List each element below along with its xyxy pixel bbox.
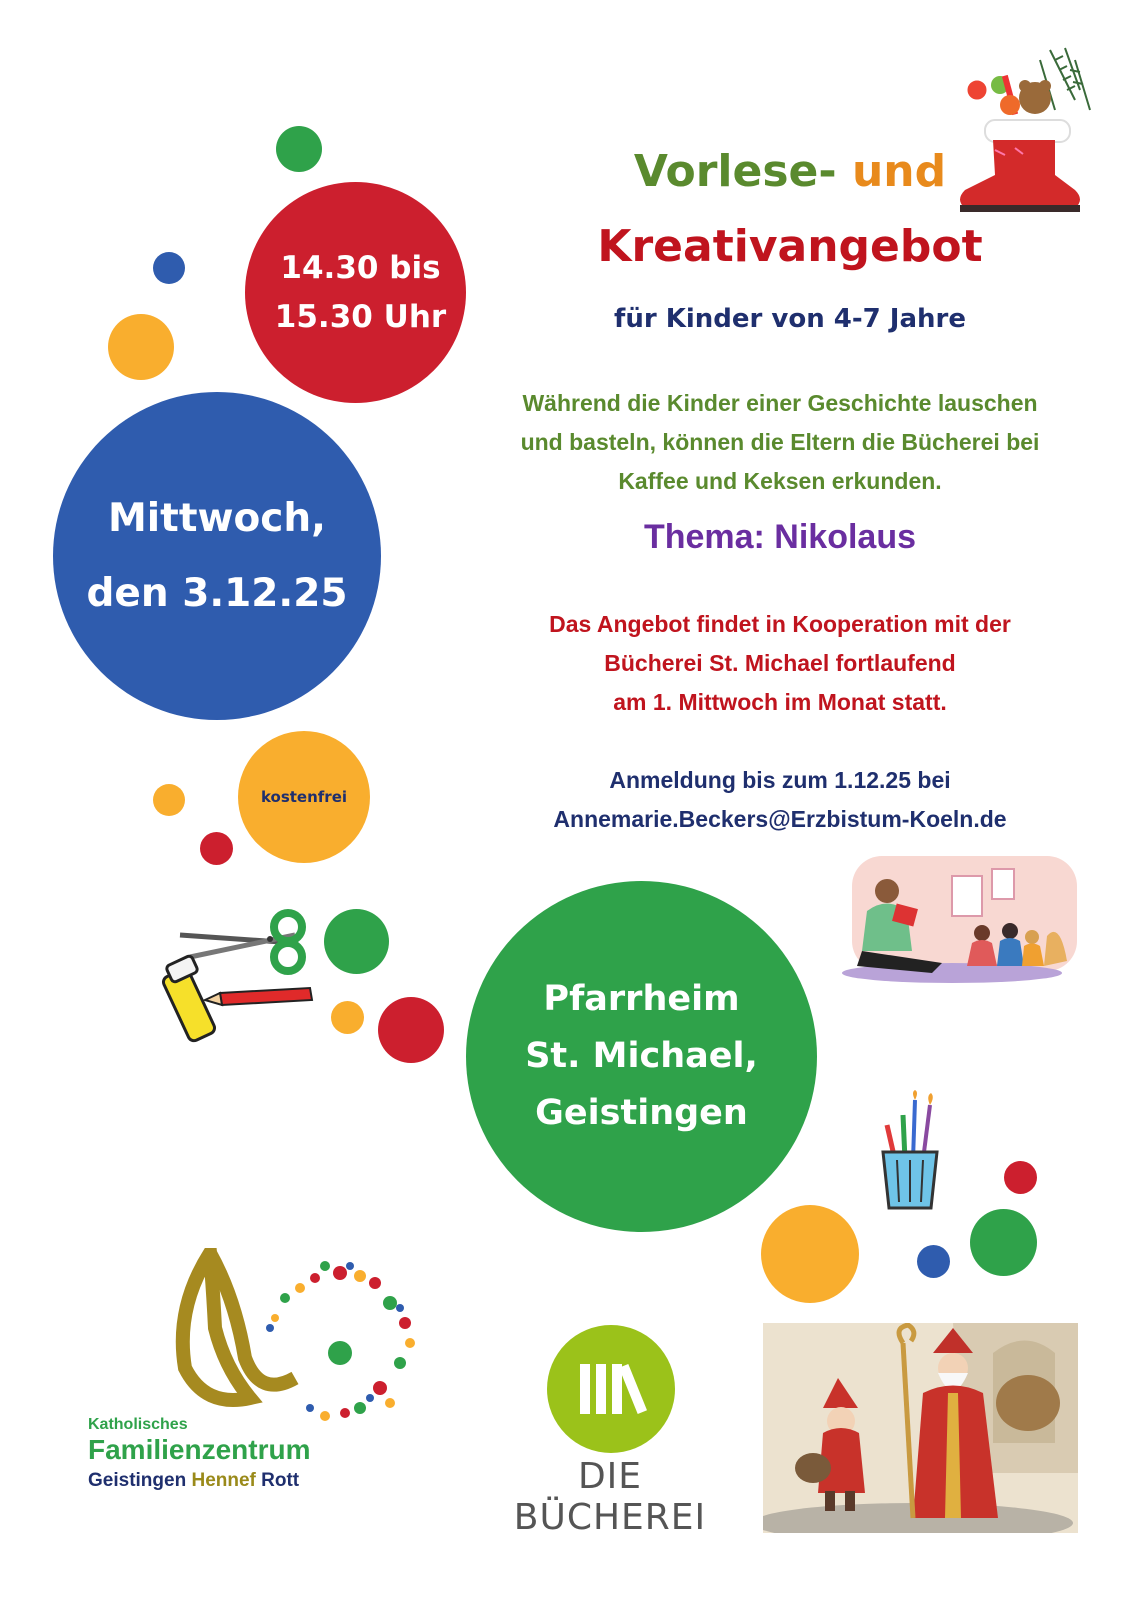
cooperation-line-1: Das Angebot findet in Kooperation mit der (549, 611, 1011, 637)
decor-dot-orange (761, 1205, 859, 1303)
pencil-cup-icon (875, 1090, 945, 1215)
buecherei-logo-text: DIE BÜCHEREI (513, 1456, 707, 1538)
scissors-icon (180, 913, 302, 971)
decor-dot-orange (153, 784, 185, 816)
title-line-2 (540, 221, 1040, 272)
cooperation-line-3: am 1. Mittwoch im Monat statt. (613, 689, 947, 715)
title-vorlese: Vorlese- (633, 146, 837, 197)
subtitle (540, 304, 1040, 334)
decor-dot-green (276, 126, 322, 172)
craft-tools-illustration (160, 905, 325, 1055)
logo-place-geistingen: Geistingen (88, 1470, 187, 1491)
date-day: den 3.12.25 (86, 571, 348, 616)
decor-dot-blue (153, 252, 185, 284)
logo-line-familienzentrum: Familienzentrum (88, 1434, 311, 1465)
decor-dot-green (970, 1209, 1037, 1276)
description-line-3: Kaffee und Keksen erkunden. (618, 468, 942, 494)
decor-dot-red (1004, 1161, 1037, 1194)
location-venue: Pfarrheim (543, 979, 740, 1019)
logo-place-hennef: Hennef (191, 1470, 256, 1491)
decor-dot-blue (917, 1245, 950, 1278)
time-start: 14.30 bis (280, 249, 441, 286)
location-circle (466, 881, 817, 1232)
logo-line-katholisches: Katholisches (88, 1416, 188, 1433)
decor-dot-orange (331, 1001, 364, 1034)
description-line-2: und basteln, können die Eltern die Bücherei bei (520, 429, 1040, 455)
time-circle (245, 182, 466, 403)
description-line-1: Während die Kinder einer Geschichte lauschen (522, 390, 1038, 416)
decor-dot-red (378, 997, 444, 1063)
decor-dot-orange (108, 314, 174, 380)
familienzentrum-logo-icon (165, 1248, 425, 1438)
buecherei-logo-icon (546, 1324, 676, 1454)
title-und: und (851, 146, 947, 197)
date-circle (53, 392, 381, 720)
cooperation-note (490, 605, 1070, 722)
registration-email[interactable]: Annemarie.Beckers@Erzbistum-Koeln.de (553, 806, 1007, 832)
decor-dot-green (324, 909, 389, 974)
price-circle (238, 731, 370, 863)
logo-place-rott: Rott (261, 1470, 300, 1491)
theme-text: Thema: Nikolaus (643, 518, 917, 556)
time-end: 15.30 Uhr (274, 298, 447, 335)
location-parish: St. Michael, (525, 1036, 758, 1076)
logo-line-places (88, 1470, 310, 1492)
title-kreativangebot: Kreativangebot (597, 221, 983, 272)
decor-dot-red (200, 832, 233, 865)
nikolaus-illustration (763, 1323, 1078, 1533)
subtitle-text: für Kinder von 4-7 Jahre (614, 304, 966, 334)
registration (490, 761, 1070, 839)
familienzentrum-logo-text (88, 1416, 310, 1492)
cooperation-line-2: Bücherei St. Michael fortlaufend (604, 650, 956, 676)
registration-deadline: Anmeldung bis zum 1.12.25 bei (609, 767, 951, 793)
date-weekday: Mittwoch, (108, 496, 326, 541)
reading-illustration (832, 851, 1077, 986)
price-label: kostenfrei (260, 788, 348, 806)
description (490, 384, 1070, 501)
santa-boot-icon (955, 40, 1095, 215)
theme-heading (490, 518, 1070, 557)
pencil-icon (205, 988, 312, 1005)
location-town: Geistingen (535, 1093, 748, 1133)
